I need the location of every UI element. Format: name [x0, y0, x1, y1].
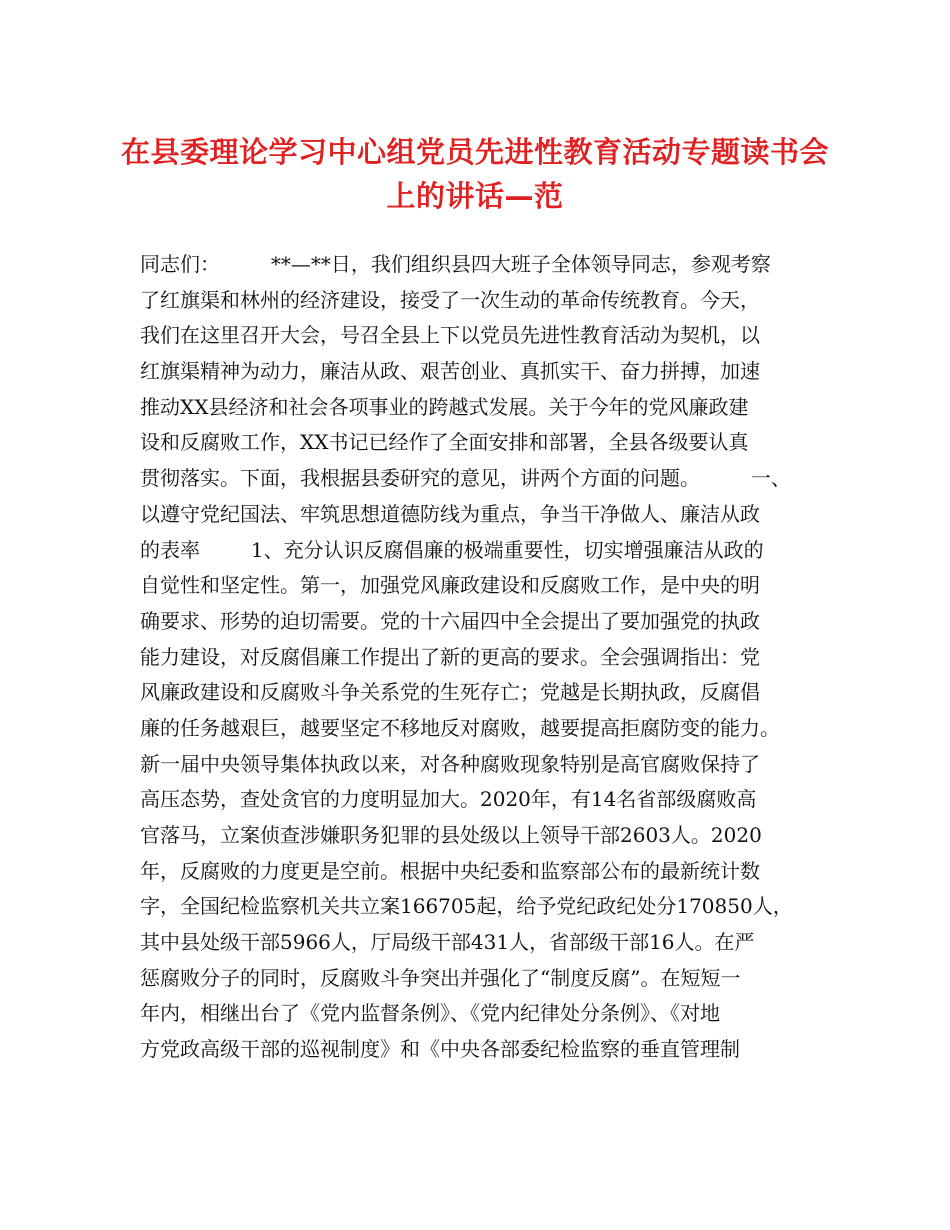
body-line: 红旗渠精神为动力，廉洁从政、艰苦创业、真抓实干、奋力拼搏，加速: [140, 359, 760, 384]
body-line: 的表率 1、充分认识反腐倡廉的极端重要性，切实增强廉洁从政的: [140, 537, 764, 562]
body-line: 推动XX县经济和社会各项事业的跨越式发展。关于今年的党风廉政建: [140, 394, 749, 419]
body-line: 惩腐败分子的同时，反腐败斗争突出并强化了“制度反腐”。在短短一: [140, 965, 741, 990]
body-line: 设和反腐败工作，XX书记已经作了全面安排和部署，全县各级要认真: [140, 430, 749, 455]
body-line: 了红旗渠和林州的经济建设，接受了一次生动的革命传统教育。今天，: [140, 287, 760, 312]
body-line: 能力建设，对反腐倡廉工作提出了新的更高的要求。全会强调指出：党: [140, 644, 760, 669]
body-line: 方党政高级干部的巡视制度》和《中央各部委纪检监察的垂直管理制: [140, 1037, 740, 1062]
document-body: [140, 247, 840, 1068]
body-line: 贯彻落实。下面，我根据县委研究的意见，讲两个方面的问题。 一、: [140, 466, 791, 491]
body-line: 年，反腐败的力度更是空前。根据中央纪委和监察部公布的最新统计数: [140, 858, 760, 883]
body-line: 我们在这里召开大会，号召全县上下以党员先进性教育活动为契机，以: [140, 323, 760, 348]
body-line: 廉的任务越艰巨，越要坚定不移地反对腐败，越要提高拒腐防变的能力。: [140, 715, 780, 740]
body-line: 确要求、形势的迫切需要。党的十六届四中全会提出了要加强党的执政: [140, 608, 760, 633]
body-line: 其中县处级干部5966人，厅局级干部431人，省部级干部16人。在严: [140, 930, 755, 955]
document-title-line-2: 上的讲话—范: [386, 179, 564, 213]
body-line: 官落马，立案侦查涉嫌职务犯罪的县处级以上领导干部2603人。2020: [140, 823, 762, 847]
body-line: 新一届中央领导集体执政以来，对各种腐败现象特别是高官腐败保持了: [140, 751, 760, 776]
body-line: 自觉性和坚定性。第一，加强党风廉政建设和反腐败工作，是中央的明: [140, 573, 760, 598]
body-line: 年内，相继出台了《党内监督条例》、《党内纪律处分条例》、《对地: [140, 1001, 720, 1026]
document-title-line-1: 在县委理论学习中心组党员先进性教育活动专题读书会: [120, 135, 829, 169]
body-line: 风廉政建设和反腐败斗争关系党的生死存亡；党越是长期执政，反腐倡: [140, 680, 760, 705]
body-line: 以遵守党纪国法、牢筑思想道德防线为重点，争当干净做人、廉洁从政: [140, 501, 760, 526]
body-line: 同志们： **—**日，我们组织县四大班子全体领导同志，参观考察: [140, 252, 771, 276]
body-line: 高压态势，查处贪官的力度明显加大。2020年，有14名省部级腐败高: [140, 787, 757, 812]
body-line: 字，全国纪检监察机关共立案166705起，给予党纪政纪处分170850人，: [140, 894, 793, 919]
